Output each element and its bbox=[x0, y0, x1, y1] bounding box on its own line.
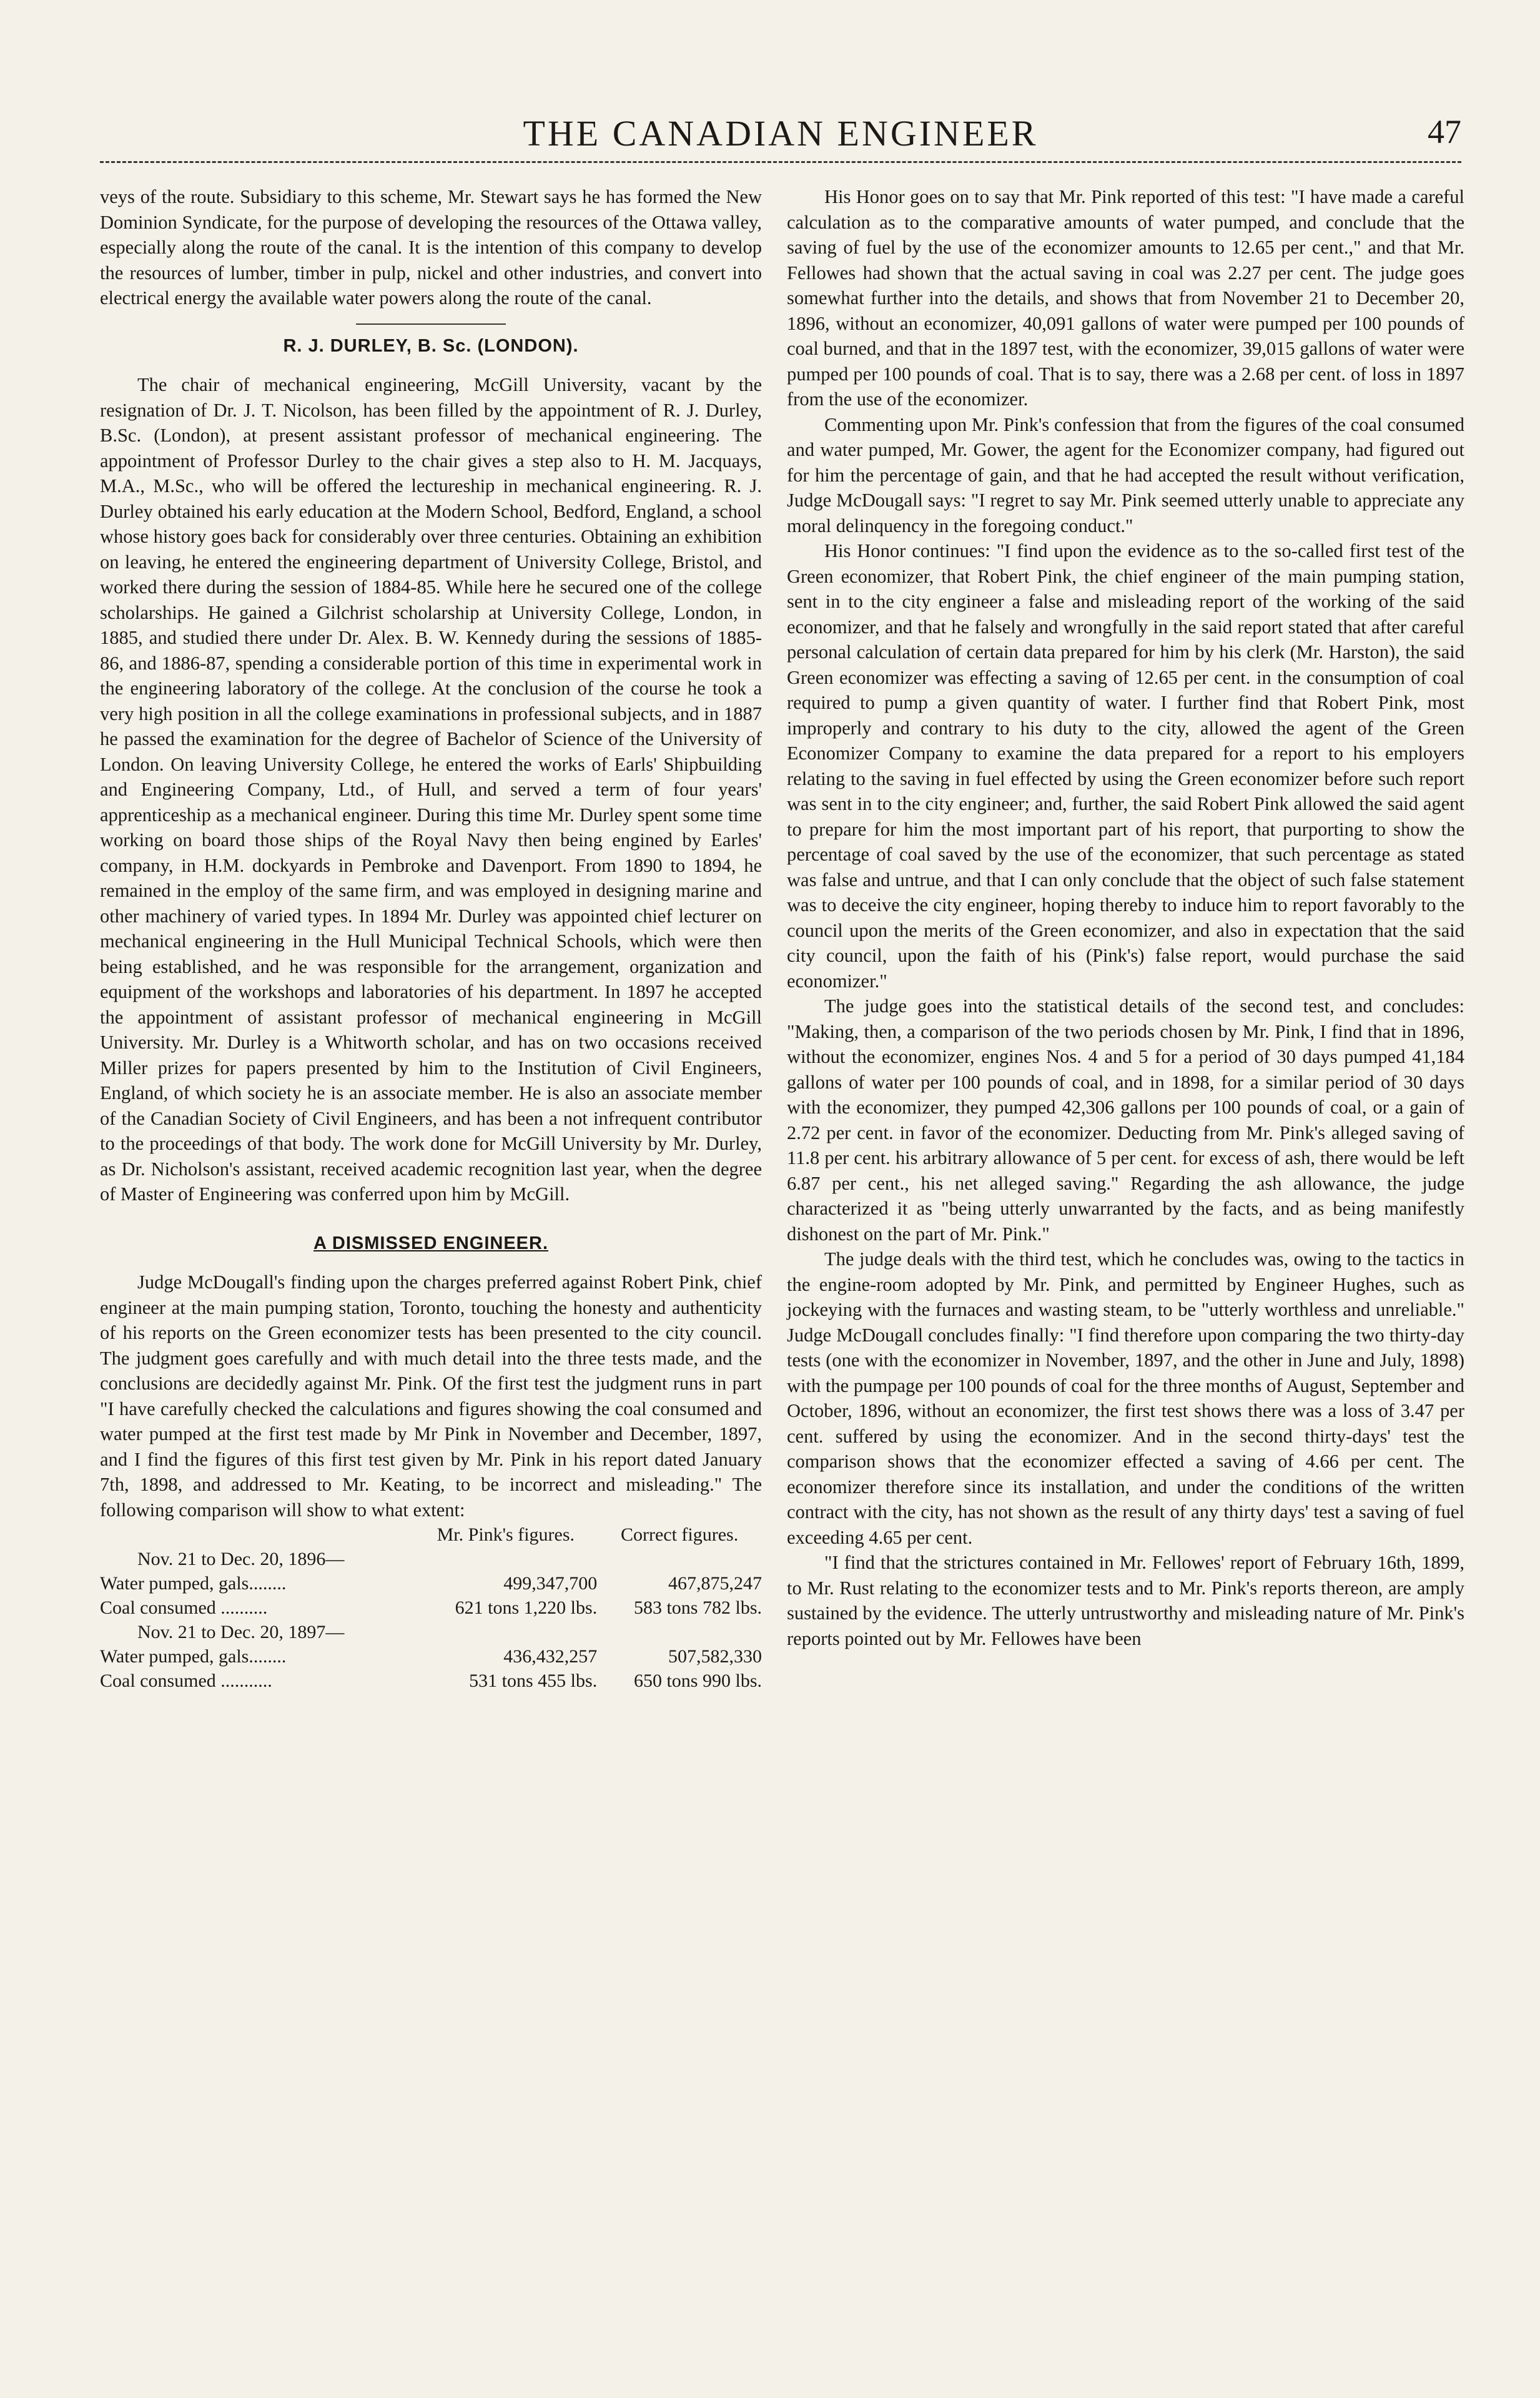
row-pink bbox=[414, 1547, 597, 1571]
running-head: THE CANADIAN ENGINEER bbox=[523, 113, 1039, 154]
row-pink: 436,432,257 bbox=[503, 1646, 598, 1667]
intro-paragraph: veys of the route. Subsidiary to this scheme, Mr. Stewart says he has formed the New Dominion Syndicate, for the purpose of developing the resources of the Ottawa valley, especially along the route of the canal. It is the intention of this company to develop the resources of lumber, timber in pulp, nickel and other industries, and convert into electrical energy the available water powers along the route of the canal. bbox=[100, 186, 762, 308]
right-paragraph-2: Commenting upon Mr. Pink's confession that from the figures of the coal consumed and water pumped, Mr. Gower, the agent for the Economizer company, had figured out for him the percentage of gain, and that he had accepted the result without verification, Judge McDougall says: "I regret to say Mr. Pink seemed utterly unable to appreciate any moral delinquency in the foregoing conduct." bbox=[787, 413, 1464, 536]
row-label: Nov. 21 to Dec. 20, 1897— bbox=[137, 1622, 345, 1642]
comparison-table-header bbox=[100, 1522, 762, 1547]
left-column bbox=[100, 184, 762, 1693]
row-label: Water pumped, gals........ bbox=[100, 1646, 287, 1667]
durley-paragraph: The chair of mechanical engineering, McGill University, vacant by the resignation of Dr. J. T. Nicolson, has been filled by the appointment of R. J. Durley, B.Sc. (London), at present assistant professor of mechanical engineering. The appointment of Professor Durley to the chair gives a step also to H. M. Jacquays, M.A., M.Sc., who will be offered the lectureship in mechanical engineering. R. J. Durley obtained his early education at the Modern School, Bedford, England, a school whose history goes back for considerably over three centuries. Obtaining an exhibition on leaving, he entered the engineering department of University College, Bristol, and worked there during the session of 1884-85. While here he secured one of the college scholarships. He gained a Gilchrist scholarship at University College, London, in 1885, and studied there under Dr. Alex. B. W. Kennedy during the sessions of 1885-86, and 1886-87, spending a considerable portion of this time in experimental work in the engineering laboratory of the college. At the conclusion of the course he took a very high position in all the college examinations in professional subjects, and in 1887 he passed the examination for the degree of Bachelor of Science of the University of London. On leaving University College, he entered the works of Earls' Shipbuilding and Engineering Company, Ltd., of Hull, and served a term of four years' apprenticeship as a mechanical engineer. During this time Mr. Durley spent some time working on board those ships of the Royal Navy then being engined by Earles' company, in H.M. dockyards in Pembroke and Davenport. From 1890 to 1894, he remained in the employ of the same firm, and was employed in designing marine and other machinery of varied types. In 1894 Mr. Durley was appointed chief lecturer on mechanical engineering in the Hull Municipal Technical Schools, which were then being established, and he was responsible for the arrangement, organization and equipment of the workshops and laboratories of his department. In 1897 he accepted the appointment of assistant professor of mechanical engineering in McGill University. Mr. Durley is a Whitworth scholar, and has on two occasions received Miller prizes for papers presented by him to the Institution of Civil Engineers, England, of which society he is an associate member. He is also an associate member of the Canadian Society of Civil Engineers, and has been a not infrequent contributor to the proceedings of that body. The work done for McGill University by Mr. Durley, as Dr. Nicholson's assistant, received academic recognition last year, when the degree of Master of Engineering was conferred upon him by McGill. bbox=[100, 374, 762, 1205]
row-correct: 467,875,247 bbox=[668, 1573, 762, 1594]
row-pink: 531 tons 455 lbs. bbox=[469, 1670, 598, 1691]
right-paragraph-1: His Honor goes on to say that Mr. Pink reported of this test: "I have made a careful calculation as to the comparative amounts of water pumped, and conclude that the saving of fuel by the use of the economizer amounts to 12.65 per cent.," and that Mr. Fellowes had shown that the actual saving in coal was 2.27 per cent. The judge goes somewhat further into the details, and shows that from November 21 to December 20, 1896, without an economizer, 40,091 gallons of water were pumped per 100 pounds of coal burned, and that in the 1897 test, with the economizer, 39,015 gallons of water were pumped per 100 pounds of coal. That is to say, there was a 2.68 per cent. of loss in 1897 from the use of the economizer. bbox=[787, 186, 1464, 410]
row-label: Coal consumed .......... bbox=[100, 1597, 268, 1618]
page-header bbox=[100, 112, 1461, 162]
header-rule bbox=[100, 161, 1461, 163]
row-label: Nov. 21 to Dec. 20, 1896— bbox=[137, 1549, 345, 1569]
row-pink: 499,347,700 bbox=[503, 1573, 598, 1594]
right-paragraph-5: The judge deals with the third test, which he concludes was, owing to the tactics in the engine-room adopted by Mr. Pink, and permitted by Engineer Hughes, such as jockeying with the furnaces and wasting steam, to be "utterly worthless and unreliable." Judge McDougall concludes finally: "I find therefore upon comparing the two thirty-day tests (one with the economizer in November, 1897, and the other in June and July, 1898) with the pumpage per 100 pounds of coal for the three months of August, September and October, 1896, without an economizer, the first test shows there was a loss of 3.47 per cent. suffered by using the economizer. And in the second thirty-days' test the comparison shows that the economizer effected a saving of 4.66 per cent. The economizer therefore since its installation, and under the conditions of the written contract with the city, has not shown as the result of any thirty days' test a saving of fuel exceeding 4.65 per cent. bbox=[787, 1248, 1464, 1548]
section-heading-durley: R. J. DURLEY, B. Sc. (LONDON). bbox=[283, 335, 579, 356]
right-paragraph-4: The judge goes into the statistical details of the second test, and concludes: "Making, then, a comparison of the two periods chosen by Mr. Pink, I find that in 1896, without the economizer, engines Nos. 4 and 5 for a period of 30 days pumped 41,184 gallons of water per 100 pounds of coal, and in 1898, for a similar period of 30 days with the economizer, they pumped 42,306 gallons per 100 pounds of coal, or a gain of 2.72 per cent. in favor of the economizer. Deducting from Mr. Pink's alleged saving of 11.8 per cent. his arbitrary allowance of 5 per cent. for excess of ash, there would be left 6.87 per cent., his net alleged saving." Regarding the ash allowance, the judge characterized it as "being utterly unwarranted by the facts, and as being manifestly dishonest on the part of Mr. Pink." bbox=[787, 995, 1464, 1245]
col-header-pink: Mr. Pink's figures. bbox=[437, 1524, 575, 1545]
table-row bbox=[100, 1596, 762, 1620]
right-column bbox=[787, 184, 1464, 1651]
row-label: Coal consumed ........... bbox=[100, 1670, 272, 1691]
dismissed-engineer-paragraph: Judge McDougall's finding upon the charges preferred against Robert Pink, chief engineer at the main pumping station, Toronto, touching the honesty and authenticity of his reports on the Green economizer tests has been presented to the city council. The judgment goes carefully and with much detail into the three tests made, and the conclusions are decidedly against Mr. Pink. Of the first test the judgment runs in part "I have carefully checked the calculations and figures showing the coal consumed and water pumped at the first test made by Mr Pink in November and December, 1897, and I find the figures of this first test given by Mr. Pink in his report dated January 7th, 1898, and addressed to Mr. Keating, to be incorrect and misleading." The following comparison will show to what extent: bbox=[100, 1271, 762, 1521]
comparison-table bbox=[100, 1522, 762, 1693]
right-paragraph-3: His Honor continues: "I find upon the evidence as to the so-called first test of the Green economizer, that Robert Pink, the chief engineer of the main pumping station, sent in to the city engineer a false and misleading report of the working of the said economizer, and that he falsely and wrongfully in the said report stated that after careful personal calculation of certain data prepared for him by his clerk (Mr. Harston), the said Green economizer was effecting a saving of 12.65 per cent. in the consumption of coal required to pump a given quantity of water. I further find that Robert Pink, most improperly and contrary to his duty to the city, allowed the agent of the Green Economizer Company to examine the data prepared for a report to his employers relating to the saving in fuel effected by using the Green economizer before such report was sent in to the city engineer; and, further, the said Robert Pink allowed the said agent to prepare for him the most important part of his report, that purporting to show the percentage of coal saved by the use of the economizer, that such percentage as stated was false and untrue, and that I can only conclude that the object of such false statement was to deceive the city engineer, hoping thereby to induce him to report favorably to the council upon the merits of the Green economizer, and also in expectation that the said city council, upon the faith of his (Pink's) false report, would purchase the said economizer." bbox=[787, 540, 1464, 992]
table-row bbox=[100, 1571, 762, 1596]
row-pink bbox=[414, 1620, 597, 1644]
table-row bbox=[100, 1547, 762, 1571]
row-correct: 583 tons 782 lbs. bbox=[633, 1597, 762, 1618]
row-label: Water pumped, gals........ bbox=[100, 1573, 287, 1594]
row-correct: 507,582,330 bbox=[668, 1646, 762, 1667]
row-correct bbox=[597, 1547, 762, 1571]
table-row bbox=[100, 1669, 762, 1693]
section-heading-dismissed-engineer: A DISMISSED ENGINEER. bbox=[313, 1233, 549, 1253]
row-correct bbox=[597, 1620, 762, 1644]
row-pink: 621 tons 1,220 lbs. bbox=[455, 1597, 598, 1618]
section-divider bbox=[356, 323, 506, 325]
page-number: 47 bbox=[1428, 113, 1461, 150]
row-correct: 650 tons 990 lbs. bbox=[633, 1670, 762, 1691]
table-row bbox=[100, 1620, 762, 1644]
right-paragraph-6: "I find that the strictures contained in Mr. Fellowes' report of February 16th, 1899, to Mr. Rust relating to the economizer tests and to Mr. Pink's reports thereon, are amply sustained by the evidence. The utterly untrustworthy and misleading nature of Mr. Pink's reports pointed out by Mr. Fellowes have been bbox=[787, 1552, 1464, 1649]
table-row bbox=[100, 1644, 762, 1669]
col-header-correct: Correct figures. bbox=[620, 1524, 739, 1545]
